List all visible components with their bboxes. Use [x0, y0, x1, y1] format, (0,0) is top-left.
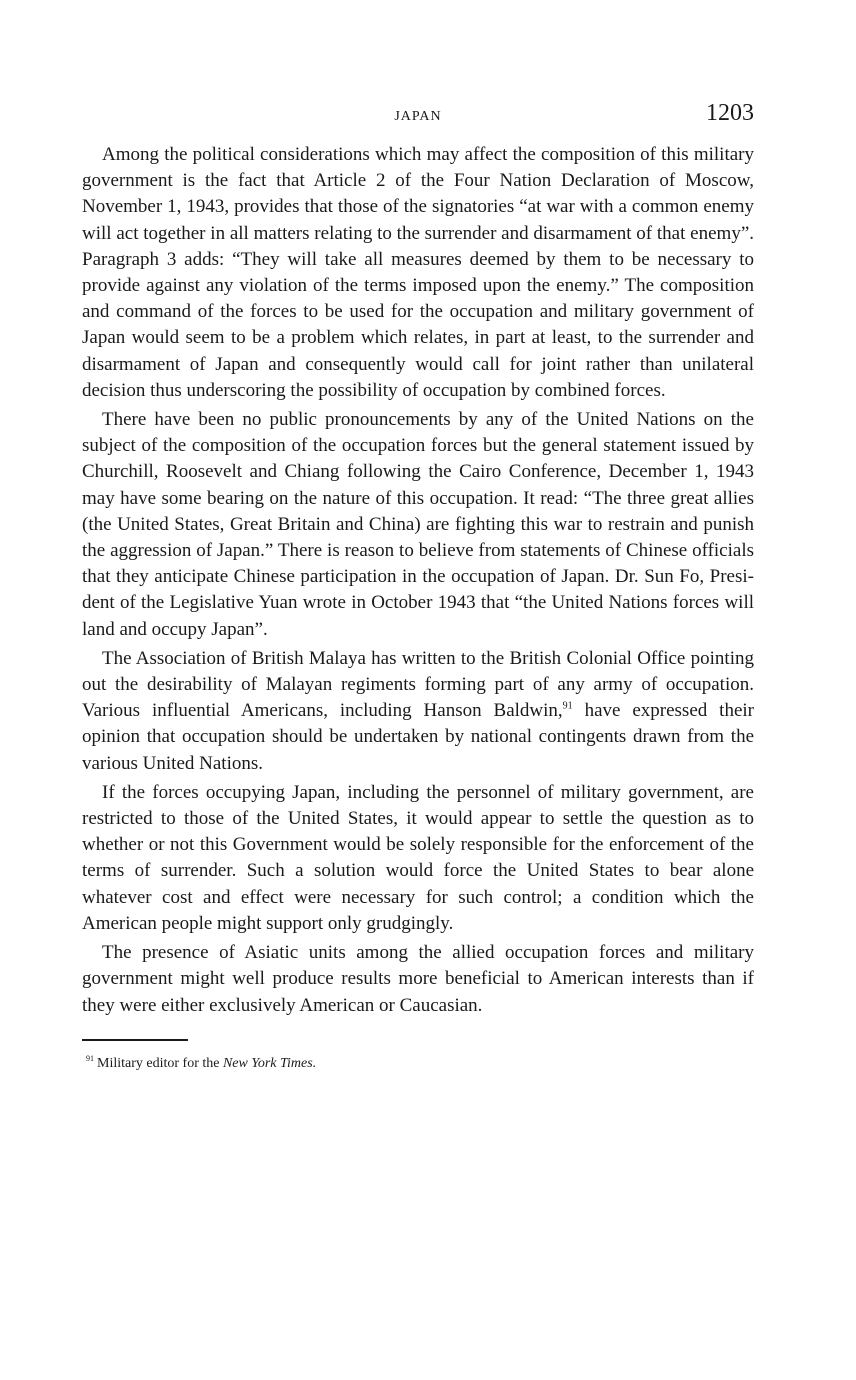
body-text: [82, 142, 754, 1019]
paragraph: The presence of Asiatic units among the allied occupation forces and military government might well produce results more beneficial to American interests than if they were either exclusively American or Caucasian.: [82, 942, 754, 1016]
running-title: JAPAN: [394, 109, 442, 124]
document-page: [82, 100, 754, 1073]
footnote-text: Military editor for the: [97, 1055, 223, 1071]
footnote-number: 91: [86, 1054, 94, 1064]
footnote-divider: [82, 1039, 188, 1041]
page-number: 1203: [706, 100, 754, 126]
paragraph: If the forces occupying Japan, including the personnel of military government, are restricted to those of the United States, it would appear to settle the question as to whether or not this Government would be solely responsible for the enforcement of the terms of surrender. Such a solution would force the United States to bear alone whatever cost and effect were necessary for such control; a condition which the American people might support only grudgingly.: [82, 781, 754, 934]
paragraph: Among the political considerations which may affect the composition of this military government is the fact that Article 2 of the Four Nation Declaration of Moscow, November 1, 1943, provides that those of the signatories “at war with a common enemy will act together in all matters relating to the surrender and disarmament of that enemy”. Paragraph 3 adds: “They will take all measures deemed by them to be necessary to provide against any violation of the terms imposed upon the enemy.” The composition and command of the forces to be used for the occupation and military government of Japan would seem to be a problem which relates, in part at least, to the surrender and disarmament of Japan and consequently would call for joint rather than unilateral decision thus underscoring the possibility of occupation by combined forces.: [82, 144, 754, 401]
paragraph-text: The Association of British Malaya has written to the British Colonial Office pointing out the desirability of Malayan regiments forming part of any army of occupation. Various influential Americans, including Hanson Baldwin,: [82, 647, 754, 722]
paragraph-text: have expressed their opinion that occupation should be undertaken by national contingents drawn from the various United Nations.: [82, 700, 754, 774]
footnote-reference[interactable]: 91: [562, 700, 573, 712]
paragraph: There have been no public pronouncements by any of the United Nations on the subject of the composition of the occupation forces but the general statement issued by Churchill, Roosevelt and Chiang following the Cairo Conference, December 1, 1943 may have some bearing on the nature of this occupation. It read: “The three great allies (the United States, Great Britain and China) are fighting this war to restrain and punish the aggression of Japan.” There is reason to believe from statements of Chinese officials that they anticipate Chinese participation in the occupation of Japan. Dr. Sun Fo, President of the Legislative Yuan wrote in October 1943 that “the United Nations forces will land and occupy Japan”.: [82, 409, 754, 640]
paragraph: [82, 646, 754, 777]
footnote-publication: New York Times.: [222, 1055, 317, 1071]
footnote: [82, 1055, 754, 1073]
running-header: [82, 100, 754, 134]
